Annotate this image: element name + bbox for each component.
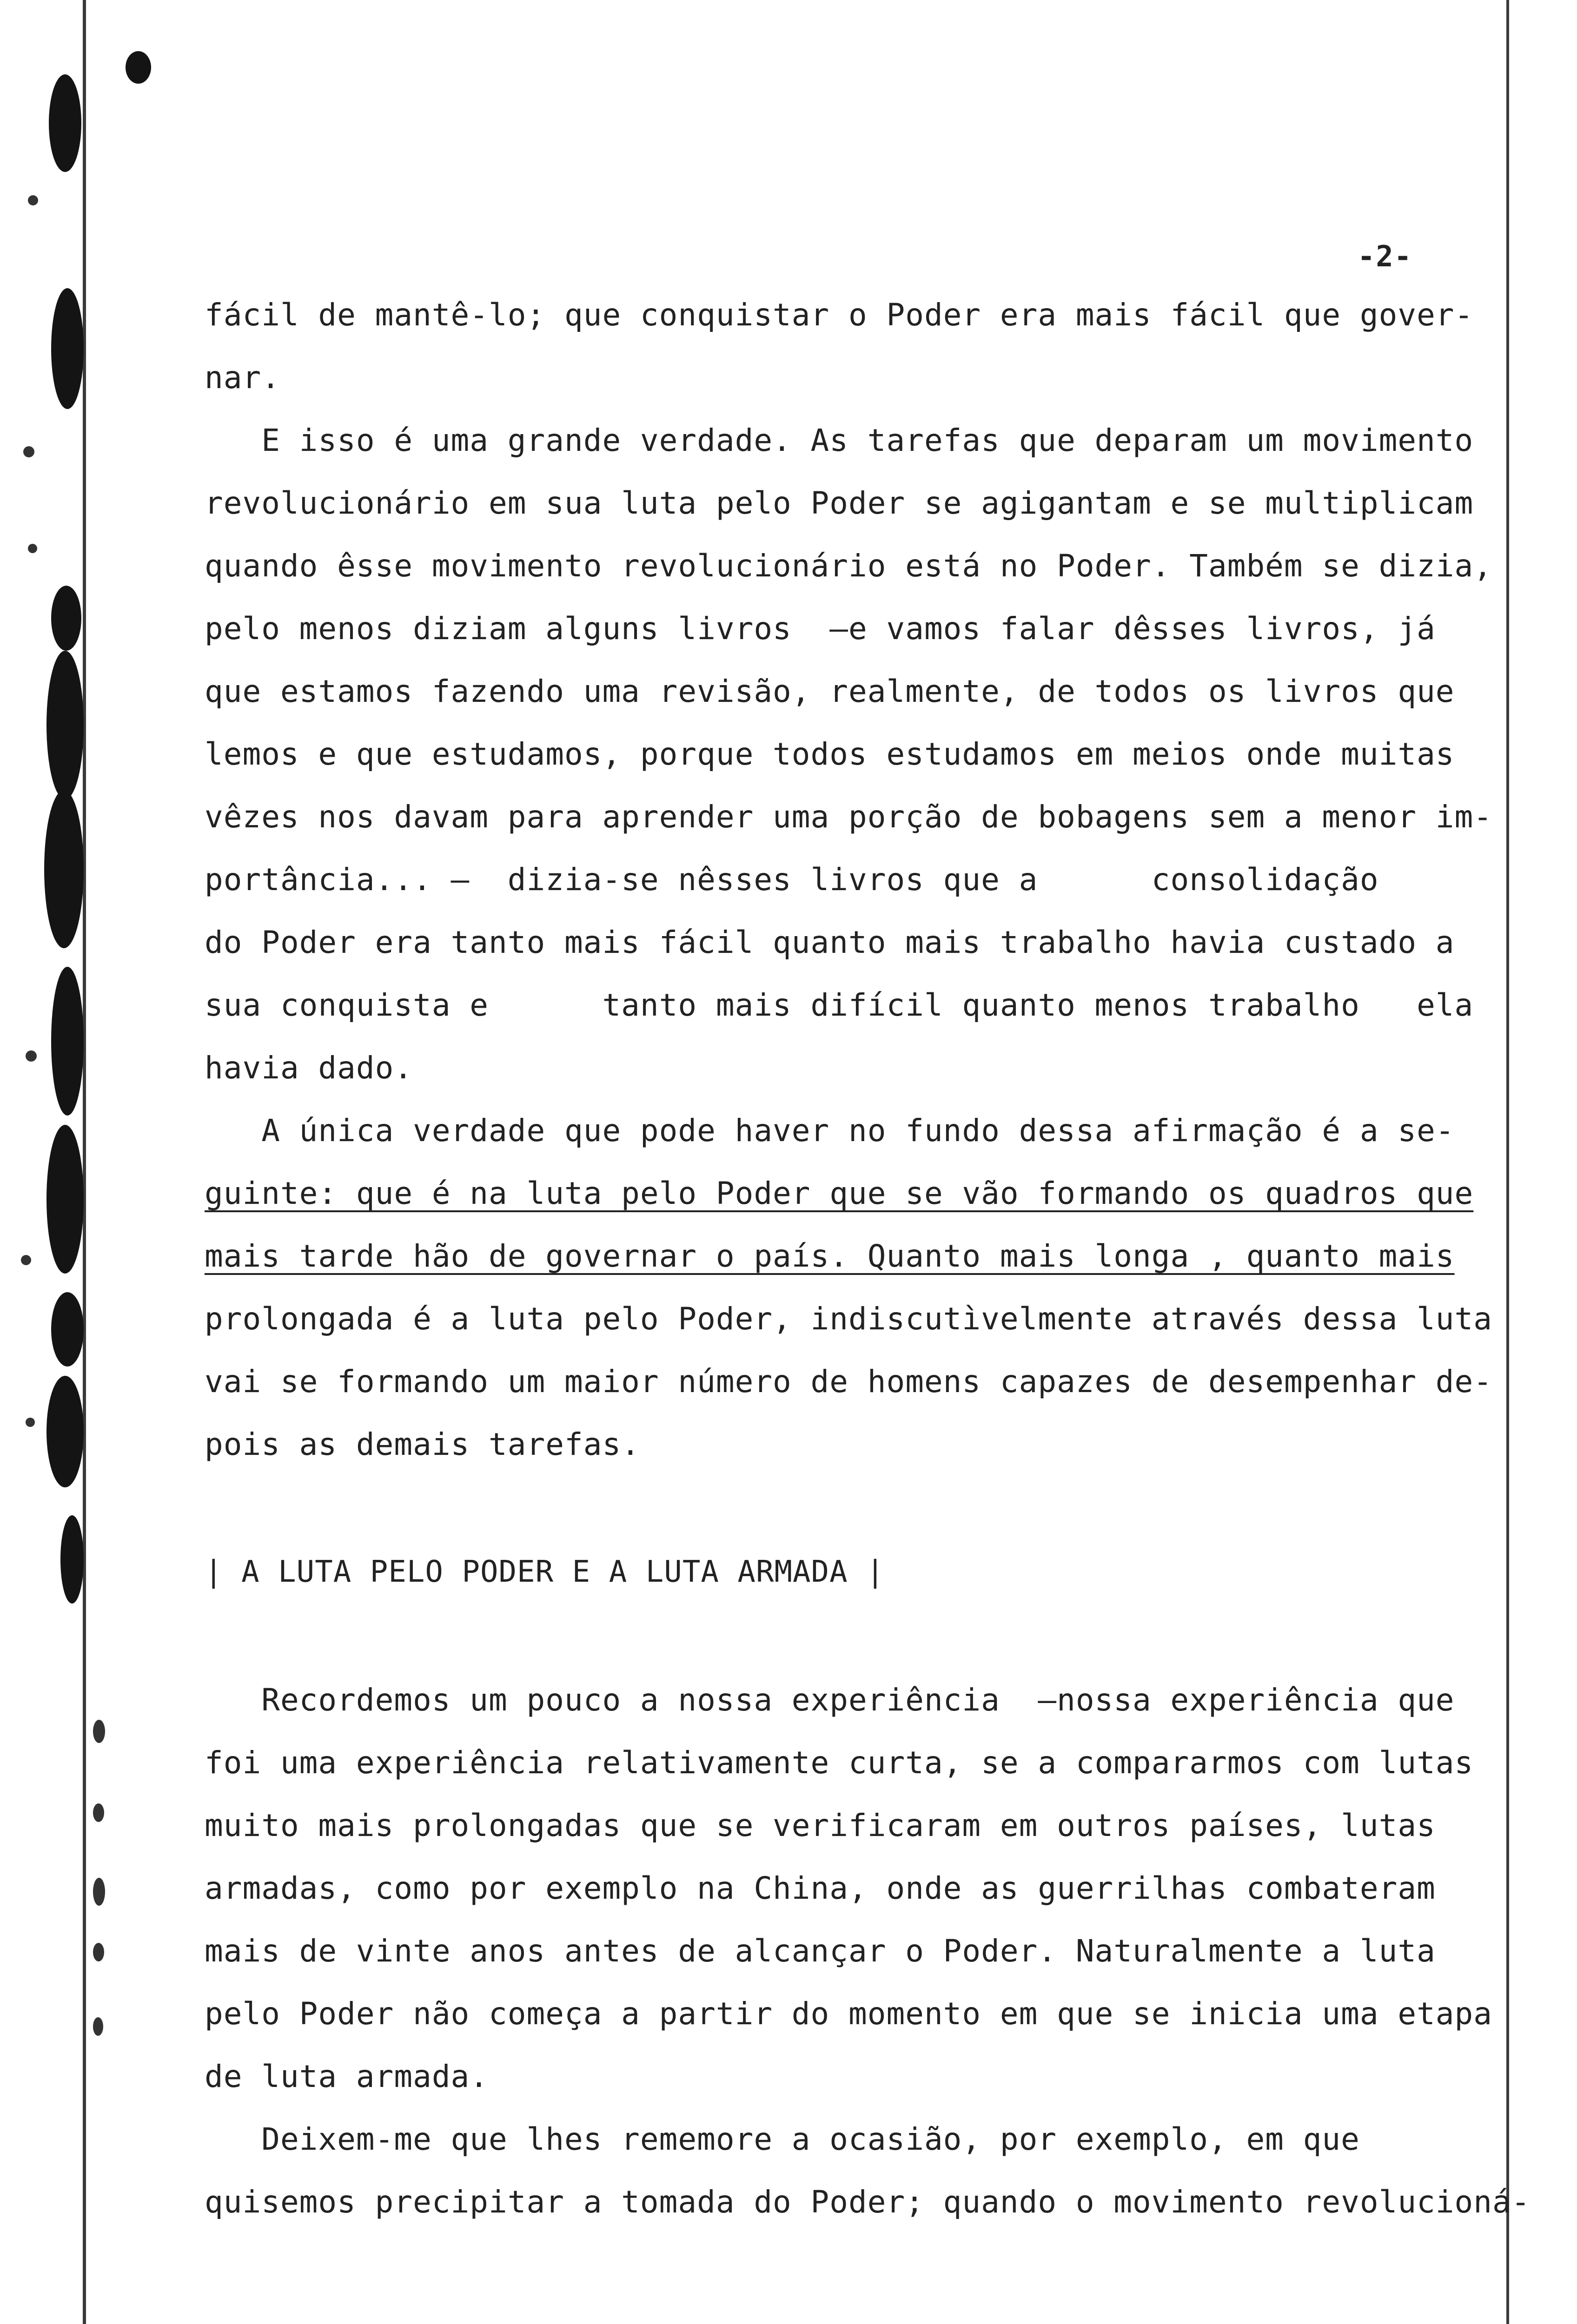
text-line: portância... — dizia-se nêsses livros que a consolidação — [205, 862, 1379, 898]
text-line: vêzes nos davam para aprender uma porção de bobagens sem a menor im- — [205, 799, 1493, 835]
page-number: -2- — [1358, 239, 1412, 273]
text-line: pelo menos diziam alguns livros —e vamos falar dêsses livros, já — [205, 611, 1436, 647]
text-line: revolucionário em sua luta pelo Poder se agigantam e se multiplicam — [205, 485, 1474, 521]
text-line: quisemos precipitar a tomada do Poder; quando o movimento revolucioná- — [205, 2184, 1531, 2220]
text-line: pelo Poder não começa a partir do momento em que se inicia uma etapa — [205, 1996, 1493, 2032]
text-line: armadas, como por exemplo na China, onde as guerrilhas combateram — [205, 1870, 1436, 1906]
text-line: de luta armada. — [205, 2059, 489, 2094]
text-line: A única verdade que pode haver no fundo dessa afirmação é a se- — [205, 1113, 1455, 1149]
text-line: pois as demais tarefas. — [205, 1426, 640, 1462]
text-line: lemos e que estudamos, porque todos estudamos em meios onde muitas — [205, 736, 1455, 772]
text-line: Deixem-me que lhes rememore a ocasião, por exemplo, em que — [205, 2121, 1360, 2157]
text-line: quando êsse movimento revolucionário está no Poder. Também se dizia, — [205, 548, 1493, 584]
text-line: vai se formando um maior número de homens capazes de desempenhar de- — [205, 1364, 1493, 1400]
text-line: muito mais prolongadas que se verificaram em outros países, lutas — [205, 1808, 1436, 1843]
text-line: sua conquista e tanto mais difícil quanto menos trabalho ela — [205, 987, 1474, 1023]
text-line: mais tarde hão de governar o país. Quanto mais longa , quanto mais — [205, 1238, 1455, 1274]
section-heading: | A LUTA PELO PODER E A LUTA ARMADA | — [205, 1555, 885, 1589]
text-line: E isso é uma grande verdade. As tarefas que deparam um movimento — [205, 423, 1474, 458]
text-line: nar. — [205, 360, 280, 396]
right-margin-rule — [1506, 0, 1509, 2324]
text-line: que estamos fazendo uma revisão, realmente, de todos os livros que — [205, 673, 1455, 709]
text-line: Recordemos um pouco a nossa experiência —nossa experiência que — [205, 1682, 1455, 1718]
text-line: havia dado. — [205, 1050, 413, 1086]
text-line: foi uma experiência relativamente curta, se a compararmos com lutas — [205, 1745, 1474, 1781]
text-line: mais de vinte anos antes de alcançar o Poder. Naturalmente a luta — [205, 1933, 1436, 1969]
text-line: prolongada é a luta pelo Poder, indiscutìvelmente através dessa luta — [205, 1301, 1493, 1337]
text-line: fácil de mantê-lo; que conquistar o Poder era mais fácil que gover- — [205, 297, 1474, 333]
text-line: do Poder era tanto mais fácil quanto mais trabalho havia custado a — [205, 924, 1455, 960]
text-line: guinte: que é na luta pelo Poder que se vão formando os quadros que — [205, 1175, 1474, 1211]
